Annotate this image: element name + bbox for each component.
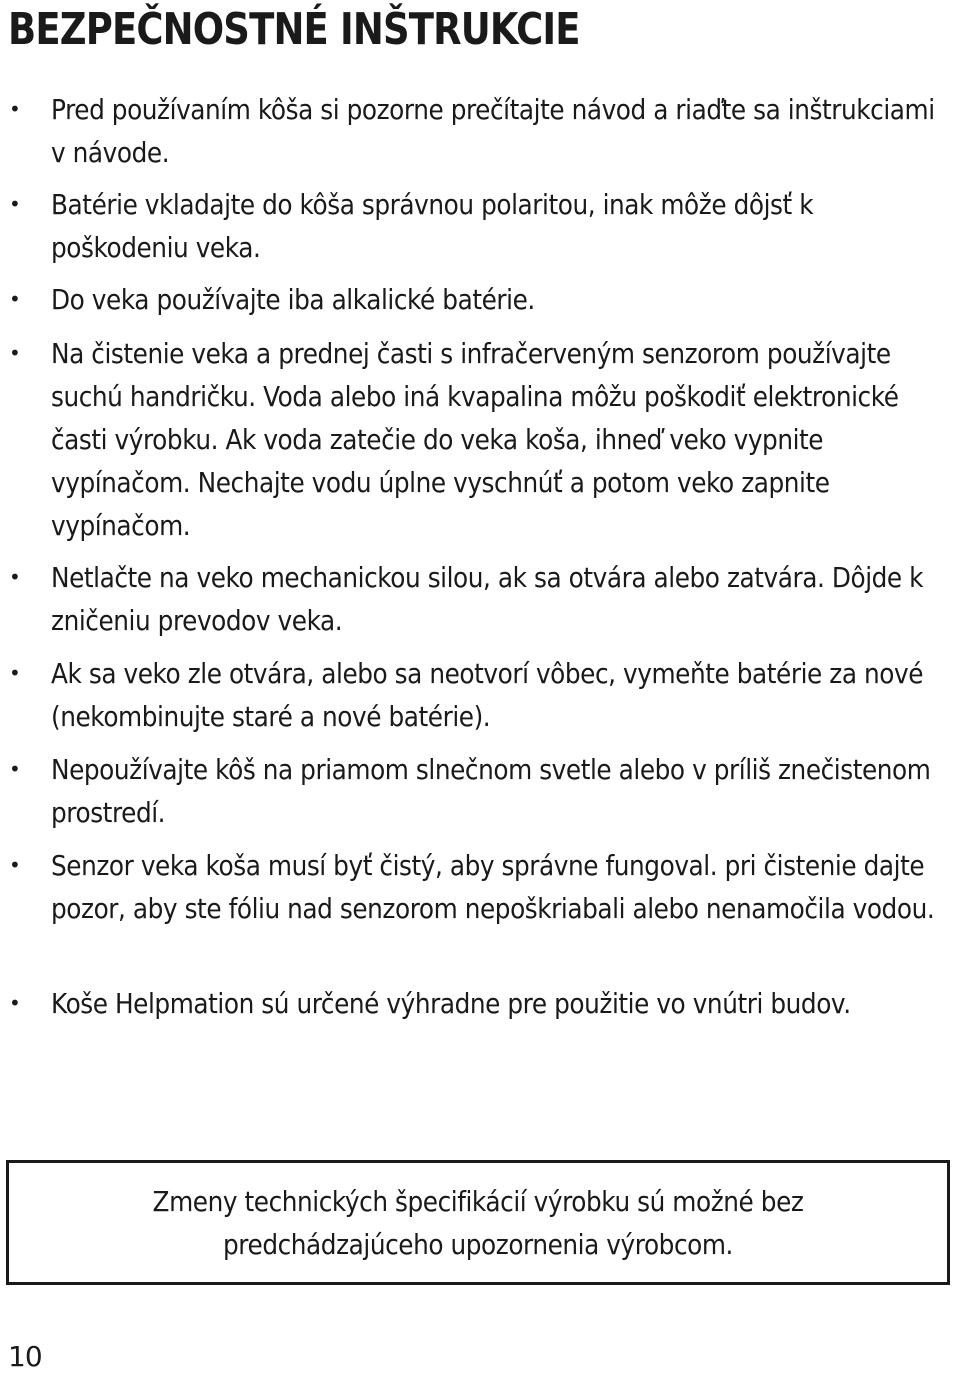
list-item-text: Do veka používajte iba alkalické batérie.: [51, 283, 535, 316]
list-item-text: Batérie vkladajte do kôša správnou polaritou, inak môže dôjsť k poškodeniu veka.: [51, 188, 814, 264]
notice-text: Zmeny technických špecifikácií výrobku sú možné bez predchádzajúceho upozornenia výrobcom.: [152, 1184, 804, 1261]
bullet-icon: •: [9, 192, 21, 216]
page-number: 10: [8, 1340, 42, 1373]
safety-instructions-list: [0, 88, 960, 1077]
list-item: [0, 183, 960, 278]
bullet-icon: •: [9, 661, 21, 685]
list-item-text: Senzor veka koša musí byť čistý, aby správne fungoval. pri čistenie dajte pozor, aby ste fóliu nad senzorom nepoškriabali alebo nenamočila vodou.: [51, 849, 935, 925]
bullet-icon: •: [9, 757, 21, 781]
bullet-icon: •: [9, 565, 21, 589]
list-item: [0, 982, 960, 1077]
list-item: [0, 748, 960, 844]
notice-box: [6, 1160, 950, 1285]
list-item: [0, 652, 960, 748]
bullet-icon: •: [9, 341, 21, 365]
list-item: [0, 556, 960, 652]
bullet-icon: •: [9, 991, 21, 1015]
bullet-icon: •: [9, 287, 21, 311]
list-item-text: Nepoužívajte kôš na priamom slnečnom svetle alebo v príliš znečistenom prostredí.: [51, 753, 931, 829]
list-item-text: Pred používaním kôša si pozorne prečítajte návod a riaďte sa inštrukciami v návode.: [51, 93, 935, 169]
list-item: [0, 332, 960, 556]
bullet-icon: •: [9, 97, 21, 121]
list-item-text: Na čistenie veka a prednej časti s infračerveným senzorom používajte suchú handričku. Voda alebo iná kvapalina môžu poškodiť elektronické časti výrobku. Ak voda zatečie do veka koša, ihneď veko vypnite vypínačom. Nechajte vodu úplne vyschnúť a potom veko zapnite vypínačom.: [51, 337, 899, 542]
list-item-text: Ak sa veko zle otvára, alebo sa neotvorí vôbec, vymeňte batérie za nové (nekombinujte staré a nové batérie).: [51, 657, 924, 733]
list-item: [0, 278, 960, 332]
bullet-icon: •: [9, 853, 21, 877]
list-item-text: Koše Helpmation sú určené výhradne pre použitie vo vnútri budov.: [51, 987, 851, 1020]
list-item: [0, 844, 960, 982]
page-title: BEZPEČNOSTNÉ INŠTRUKCIE: [8, 4, 580, 55]
list-item: [0, 88, 960, 183]
list-item-text: Netlačte na veko mechanickou silou, ak sa otvára alebo zatvára. Dôjde k zničeniu prevodov veka.: [51, 561, 924, 637]
